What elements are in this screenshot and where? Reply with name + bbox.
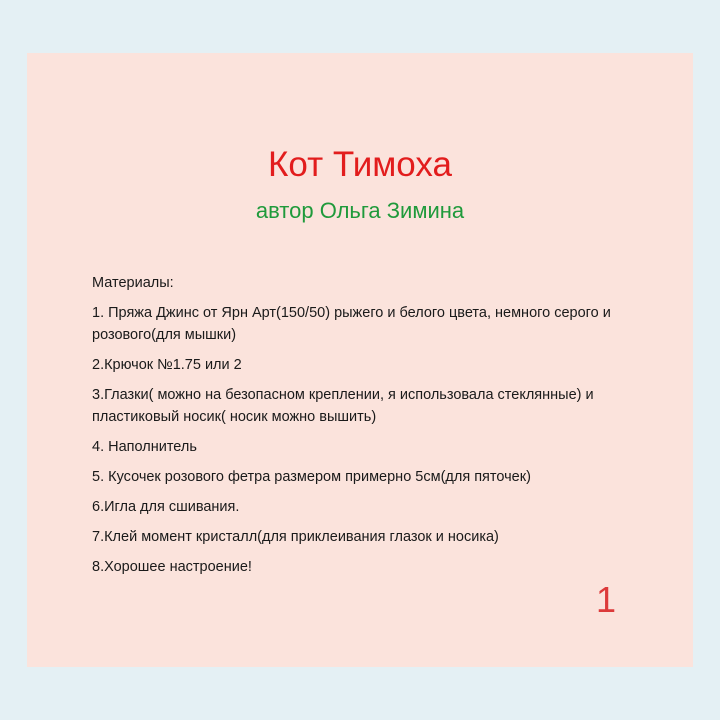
- material-item-8: 8.Хорошее настроение!: [92, 559, 252, 575]
- page-number: 1: [596, 579, 617, 620]
- material-item-7: 7.Клей момент кристалл(для приклеивания глазок и носика): [92, 529, 499, 545]
- pattern-title: Кот Тимоха: [268, 145, 452, 184]
- material-item-2: 2.Крючок №1.75 или 2: [92, 357, 242, 373]
- materials-list: [92, 272, 662, 586]
- material-item-5: 5. Кусочек розового фетра размером примерно 5см(для пяточек): [92, 469, 531, 485]
- material-item-1: 1. Пряжа Джинс от Ярн Арт(150/50) рыжего и белого цвета, немного серого и розового(для мышки): [92, 305, 611, 343]
- material-item-4: 4. Наполнитель: [92, 439, 197, 455]
- material-item-3: 3.Глазки( можно на безопасном креплении, я использовала стеклянные) и пластиковый носик( носик можно вышить): [92, 387, 594, 425]
- author-line: автор Ольга Зимина: [255, 198, 465, 223]
- materials-heading: Материалы:: [92, 275, 174, 291]
- material-item-6: 6.Игла для сшивания.: [92, 499, 240, 515]
